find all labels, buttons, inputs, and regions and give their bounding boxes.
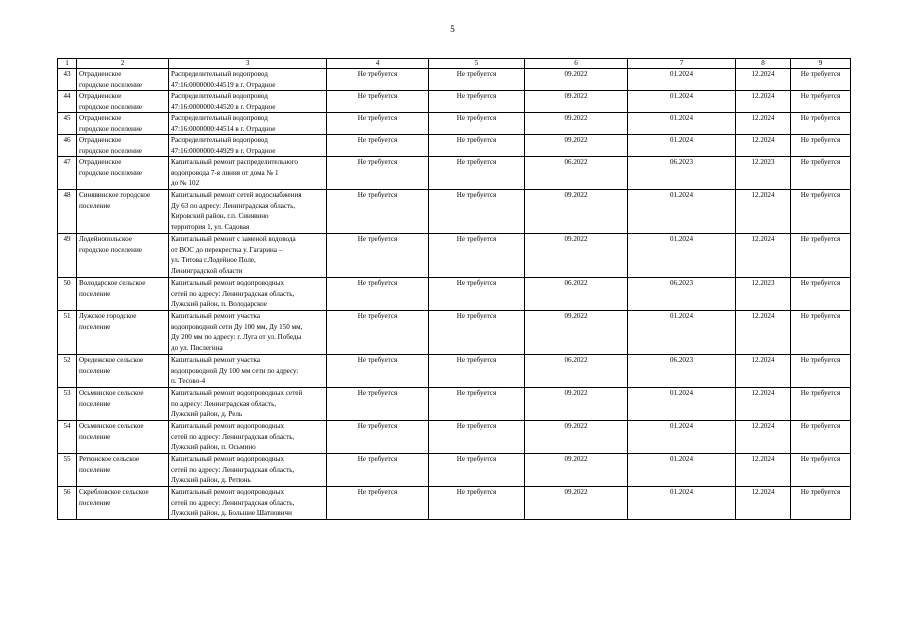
column-5-cell: Не требуется [429,355,525,388]
table-row [58,487,851,520]
object-cell: Капитальный ремонт участка водопроводной Ду 100 мм сети по адресу: п. Тесово-4 [169,355,327,388]
column-5-cell: Не требуется [429,135,525,157]
column-5-cell: Не требуется [429,91,525,113]
table-row [58,278,851,311]
column-4-cell: Не требуется [327,278,429,311]
column-8-date-cell: 12.2024 [736,69,791,91]
column-6-date-cell: 06.2022 [525,157,628,190]
column-7-date-cell: 01.2024 [628,454,736,487]
column-5-cell: Не требуется [429,113,525,135]
object-cell: Капитальный ремонт водопроводных сетей по адресу: Ленинградская область, Лужский район, д. Большие Шатновичи [169,487,327,520]
column-8-date-cell: 12.2024 [736,421,791,454]
column-9-cell: Не требуется [791,190,851,234]
column-header: 5 [429,59,525,69]
column-4-cell: Не требуется [327,113,429,135]
settlement-cell: Лодейнопольское городское поселение [77,234,169,278]
row-number-cell: 49 [58,234,77,278]
column-4-cell: Не требуется [327,487,429,520]
column-5-cell: Не требуется [429,454,525,487]
column-header: 4 [327,59,429,69]
object-cell: Капитальный ремонт участка водопроводной сети Ду 100 мм, Ду 150 мм, Ду 200 мм по адресу: г. Луга от ул. Победы до ул. Пислегина [169,311,327,355]
column-7-date-cell: 01.2024 [628,487,736,520]
column-header: 3 [169,59,327,69]
column-4-cell: Не требуется [327,69,429,91]
table-row [58,388,851,421]
row-number-cell: 52 [58,355,77,388]
column-8-date-cell: 12.2024 [736,234,791,278]
column-5-cell: Не требуется [429,487,525,520]
column-6-date-cell: 09.2022 [525,311,628,355]
row-number-cell: 53 [58,388,77,421]
column-8-date-cell: 12.2024 [736,388,791,421]
column-4-cell: Не требуется [327,157,429,190]
object-cell: Распределительный водопровод 47:16:0000000:44519 в г. Отрадное [169,69,327,91]
settlement-cell: Лужское городское поселение [77,311,169,355]
row-number-cell: 46 [58,135,77,157]
column-6-date-cell: 09.2022 [525,487,628,520]
column-header: 9 [791,59,851,69]
column-9-cell: Не требуется [791,454,851,487]
table-row [58,69,851,91]
column-8-date-cell: 12.2024 [736,487,791,520]
column-9-cell: Не требуется [791,69,851,91]
column-4-cell: Не требуется [327,190,429,234]
column-4-cell: Не требуется [327,234,429,278]
object-cell: Капитальный ремонт с заменой водовода от ВОС до перекрестка у. Гагарина – ул. Титова г.Лодейное Поле, Ленинградской области [169,234,327,278]
object-cell: Капитальный ремонт водопроводных сетей по адресу: Ленинградская область, Лужский район, д. Рель [169,388,327,421]
column-8-date-cell: 12.2024 [736,454,791,487]
column-8-date-cell: 12.2024 [736,190,791,234]
column-5-cell: Не требуется [429,388,525,421]
column-5-cell: Не требуется [429,190,525,234]
settlement-cell: Скребловское сельское поселение [77,487,169,520]
table-row [58,157,851,190]
column-9-cell: Не требуется [791,157,851,190]
column-6-date-cell: 09.2022 [525,421,628,454]
column-7-date-cell: 01.2024 [628,69,736,91]
column-5-cell: Не требуется [429,311,525,355]
column-8-date-cell: 12.2024 [736,355,791,388]
object-cell: Капитальный ремонт сетей водоснабжения Ду 63 по адресу: Ленинградская область, Кировский район, г.п. Синявино территория 1, ул. Садовая [169,190,327,234]
settlement-cell: Отрадненское городское поселение [77,157,169,190]
column-5-cell: Не требуется [429,157,525,190]
settlement-cell: Ретюнское сельское поселение [77,454,169,487]
table-header-row [58,59,851,69]
column-9-cell: Не требуется [791,234,851,278]
column-7-date-cell: 06.2023 [628,157,736,190]
object-cell: Капитальный ремонт водопроводных сетей по адресу: Ленинградская область, Лужский район, п. Володарское [169,278,327,311]
column-7-date-cell: 01.2024 [628,388,736,421]
column-4-cell: Не требуется [327,91,429,113]
column-8-date-cell: 12.2023 [736,157,791,190]
settlement-cell: Оредежское сельское поселение [77,355,169,388]
object-cell: Распределительный водопровод 47:16:0000000:44929 в г. Отрадное [169,135,327,157]
column-9-cell: Не требуется [791,113,851,135]
column-6-date-cell: 09.2022 [525,454,628,487]
settlement-cell: Володарское сельское поселение [77,278,169,311]
table-row [58,421,851,454]
column-7-date-cell: 01.2024 [628,135,736,157]
column-5-cell: Не требуется [429,69,525,91]
column-9-cell: Не требуется [791,421,851,454]
object-cell: Распределительный водопровод 47:16:0000000:44514 в г. Отрадное [169,113,327,135]
column-6-date-cell: 06.2022 [525,355,628,388]
column-6-date-cell: 06.2022 [525,278,628,311]
page-number: 5 [450,24,455,34]
row-number-cell: 50 [58,278,77,311]
column-header: 7 [628,59,736,69]
column-8-date-cell: 12.2024 [736,311,791,355]
column-9-cell: Не требуется [791,388,851,421]
column-6-date-cell: 09.2022 [525,190,628,234]
column-7-date-cell: 01.2024 [628,421,736,454]
column-4-cell: Не требуется [327,355,429,388]
column-4-cell: Не требуется [327,135,429,157]
settlement-cell: Отрадненское городское поселение [77,69,169,91]
column-header: 6 [525,59,628,69]
column-header: 1 [58,59,77,69]
column-7-date-cell: 06.2023 [628,355,736,388]
column-5-cell: Не требуется [429,421,525,454]
column-8-date-cell: 12.2023 [736,278,791,311]
column-6-date-cell: 09.2022 [525,388,628,421]
settlement-cell: Синявинское городское поселение [77,190,169,234]
column-4-cell: Не требуется [327,421,429,454]
column-header: 2 [77,59,169,69]
column-9-cell: Не требуется [791,487,851,520]
column-4-cell: Не требуется [327,388,429,421]
column-8-date-cell: 12.2024 [736,91,791,113]
object-cell: Распределительный водопровод 47:16:0000000:44520 в г. Отрадное [169,91,327,113]
settlement-cell: Осьминское сельское поселение [77,421,169,454]
table-row [58,135,851,157]
column-6-date-cell: 09.2022 [525,91,628,113]
column-6-date-cell: 09.2022 [525,234,628,278]
column-5-cell: Не требуется [429,234,525,278]
column-9-cell: Не требуется [791,91,851,113]
row-number-cell: 43 [58,69,77,91]
object-cell: Капитальный ремонт водопроводных сетей по адресу: Ленинградская область, Лужский район, д. Ретюнь [169,454,327,487]
column-9-cell: Не требуется [791,135,851,157]
row-number-cell: 55 [58,454,77,487]
settlement-cell: Осьминское сельское поселение [77,388,169,421]
column-8-date-cell: 12.2024 [736,113,791,135]
column-4-cell: Не требуется [327,311,429,355]
column-9-cell: Не требуется [791,311,851,355]
settlement-cell: Отрадненское городское поселение [77,113,169,135]
settlement-cell: Отрадненское городское поселение [77,135,169,157]
row-number-cell: 44 [58,91,77,113]
settlement-cell: Отрадненское городское поселение [77,91,169,113]
column-4-cell: Не требуется [327,454,429,487]
column-7-date-cell: 01.2024 [628,91,736,113]
row-number-cell: 56 [58,487,77,520]
column-9-cell: Не требуется [791,278,851,311]
object-cell: Капитальный ремонт водопроводных сетей по адресу: Ленинградская область, Лужский район, п. Осьмино [169,421,327,454]
data-table [57,58,851,520]
row-number-cell: 45 [58,113,77,135]
object-cell: Капитальный ремонт распределительного водопровода 7-я линия от дома № 1 до № 102 [169,157,327,190]
table-row [58,190,851,234]
column-9-cell: Не требуется [791,355,851,388]
row-number-cell: 48 [58,190,77,234]
column-header: 8 [736,59,791,69]
column-7-date-cell: 01.2024 [628,113,736,135]
row-number-cell: 54 [58,421,77,454]
table-row [58,234,851,278]
column-7-date-cell: 01.2024 [628,190,736,234]
column-7-date-cell: 01.2024 [628,234,736,278]
column-6-date-cell: 09.2022 [525,135,628,157]
table-row [58,113,851,135]
column-5-cell: Не требуется [429,278,525,311]
table-row [58,91,851,113]
table-row [58,311,851,355]
table-row [58,355,851,388]
column-6-date-cell: 09.2022 [525,113,628,135]
column-8-date-cell: 12.2024 [736,135,791,157]
row-number-cell: 47 [58,157,77,190]
column-7-date-cell: 01.2024 [628,311,736,355]
table-row [58,454,851,487]
row-number-cell: 51 [58,311,77,355]
column-7-date-cell: 06.2023 [628,278,736,311]
column-6-date-cell: 09.2022 [525,69,628,91]
